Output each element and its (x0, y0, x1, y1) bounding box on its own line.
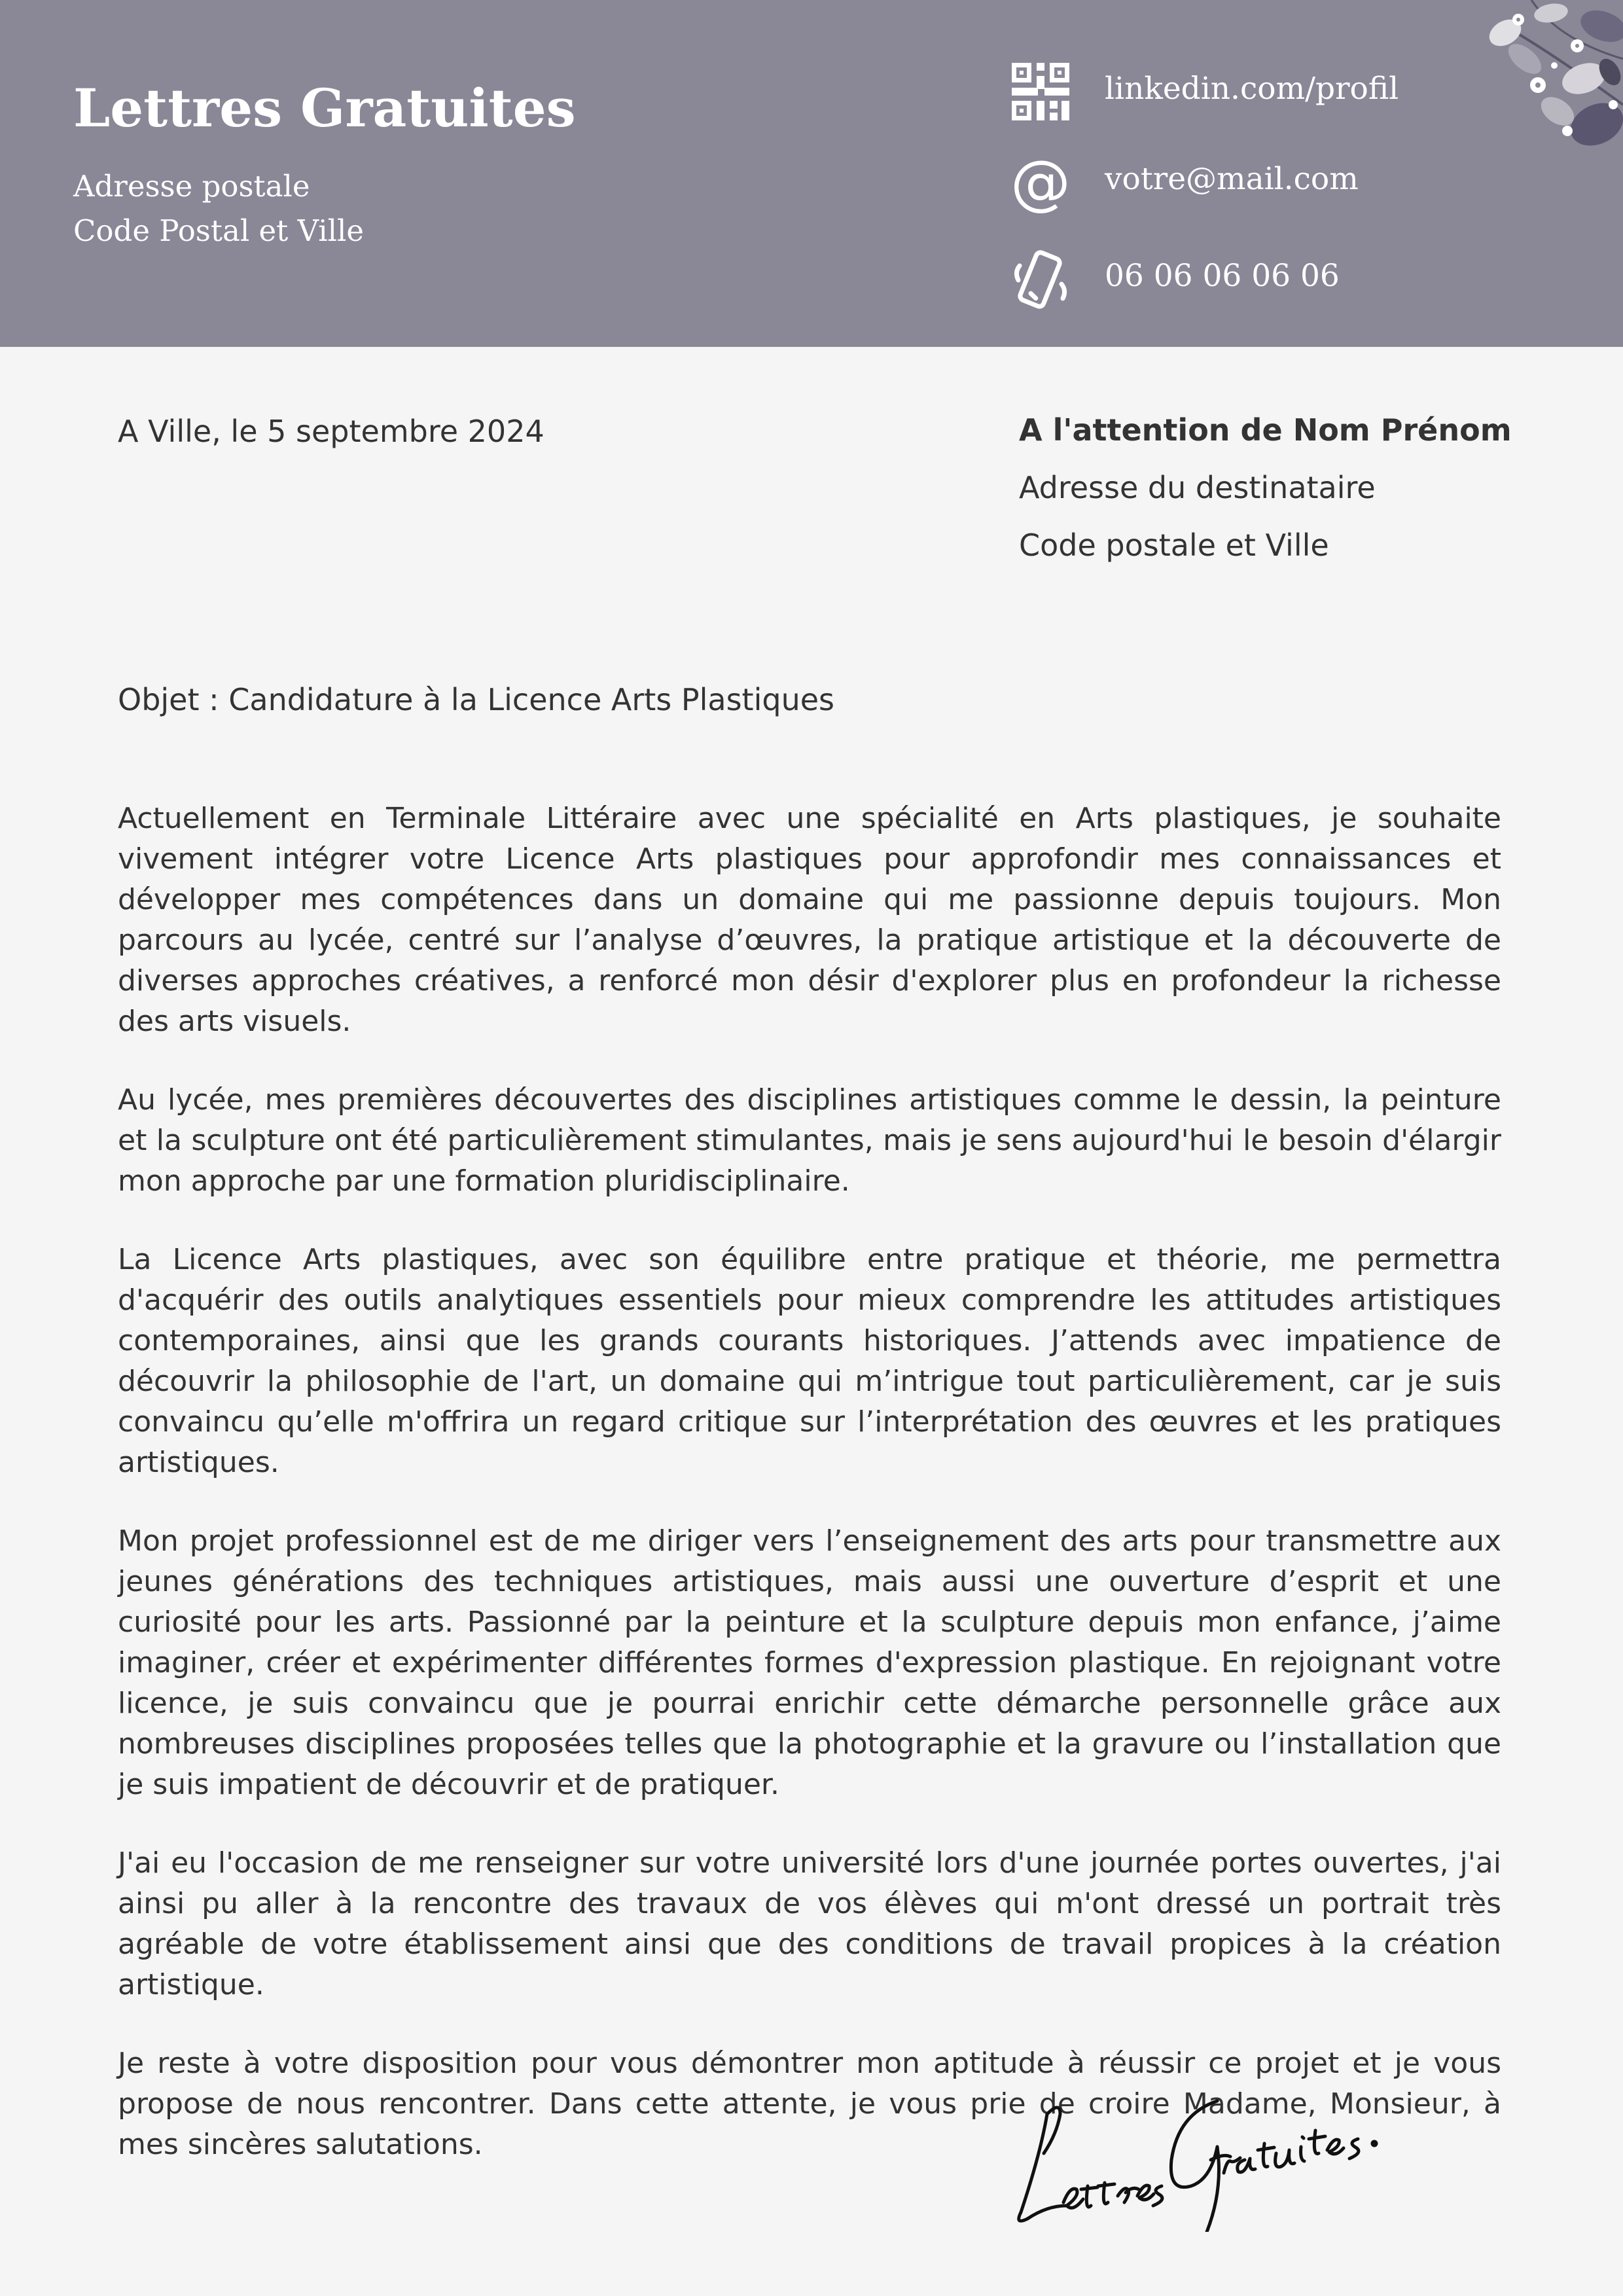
handwritten-signature (1001, 2062, 1381, 2232)
sender-city: Code Postal et Ville (73, 213, 365, 248)
qr-code-icon (1008, 59, 1073, 124)
letter-body (118, 798, 1501, 2203)
body-paragraph: La Licence Arts plastiques, avec son équilibre entre pratique et théorie, me permettra d'acquérir des outils analytiques essentiels pour mieux comprendre les attitudes artistiques contemporaines, ainsi que les grands courants historiques. J’attends avec impatience de découvrir la philosophie de l'art, un domaine qui m’intrigue tout particulièrement, car je suis convaincu qu’elle m'offrira un regard critique sur l’interprétation des œuvres et les pratiques artistiques. (118, 1243, 1501, 1479)
body-paragraph: Mon projet professionnel est de me diriger vers l’enseignement des arts pour transmettre aux jeunes générations des techniques artistiques, mais aussi une ouverture d’esprit et une curiosité pour les arts. Passionné par la peinture et la sculpture depuis mon enfance, j’aime imaginer, créer et expérimenter différentes formes d'expression plastique. En rejoignant votre licence, je suis convaincu que je pourrai enrichir cette démarche personnelle grâce aux nombreuses disciplines proposées telles que la photographie et la gravure ou l’installation que je suis impatient de découvrir et de pratiquer. (118, 1524, 1501, 1801)
body-paragraph: Je reste à votre disposition pour vous démontrer mon aptitude à réussir ce projet et je vous propose de nous rencontrer. Dans cette attente, je vous prie de croire Madame, Monsieur, à mes sincères salutations. (118, 2047, 1501, 2161)
body-paragraph: J'ai eu l'occasion de me renseigner sur votre université lors d'une journée portes ouvertes, j'ai ainsi pu aller à la rencontre des travaux de vos élèves qui m'ont dressé un portrait très agréable de votre établissement ainsi que des conditions de travail propices à la création artistique. (118, 1846, 1501, 2001)
recipient-address: Adresse du destinataire (1019, 470, 1376, 505)
letter-subject: Objet : Candidature à la Licence Arts Plastiques (118, 682, 834, 717)
phone-icon (1008, 247, 1073, 313)
linkedin-link[interactable]: linkedin.com/profil (1105, 71, 1399, 107)
letter-date: A Ville, le 5 septembre 2024 (118, 414, 544, 449)
sender-address: Adresse postale (73, 169, 310, 204)
letter-header (0, 0, 1623, 347)
flower-decoration-icon (1479, 0, 1623, 164)
at-sign-icon (1008, 151, 1073, 216)
recipient-name: A l'attention de Nom Prénom (1019, 412, 1512, 448)
body-paragraph: Au lycée, mes premières découvertes des disciplines artistiques comme le dessin, la peinture et la sculpture ont été particulièrement stimulantes, mais je sens aujourd'hui le besoin d'élargir mon approche par une formation pluridisciplinaire. (118, 1083, 1501, 1198)
recipient-city: Code postale et Ville (1019, 528, 1329, 563)
email-link[interactable]: votre@mail.com (1105, 161, 1359, 197)
phone-number[interactable]: 06 06 06 06 06 (1105, 258, 1340, 294)
svg-text:@: @ (1010, 151, 1071, 216)
body-paragraph: Actuellement en Terminale Littéraire avec une spécialité en Arts plastiques, je souhaite vivement intégrer votre Licence Arts plastiques pour approfondir mes connaissances et développer mes compétences dans un domaine qui me passionne depuis toujours. Mon parcours au lycée, centré sur l’analyse d’œuvres, la pratique artistique et la découverte de diverses approches créatives, a renforcé mon désir d'explorer plus en profondeur la richesse des arts visuels. (118, 802, 1501, 1038)
sender-name: Lettres Gratuites (73, 77, 576, 139)
